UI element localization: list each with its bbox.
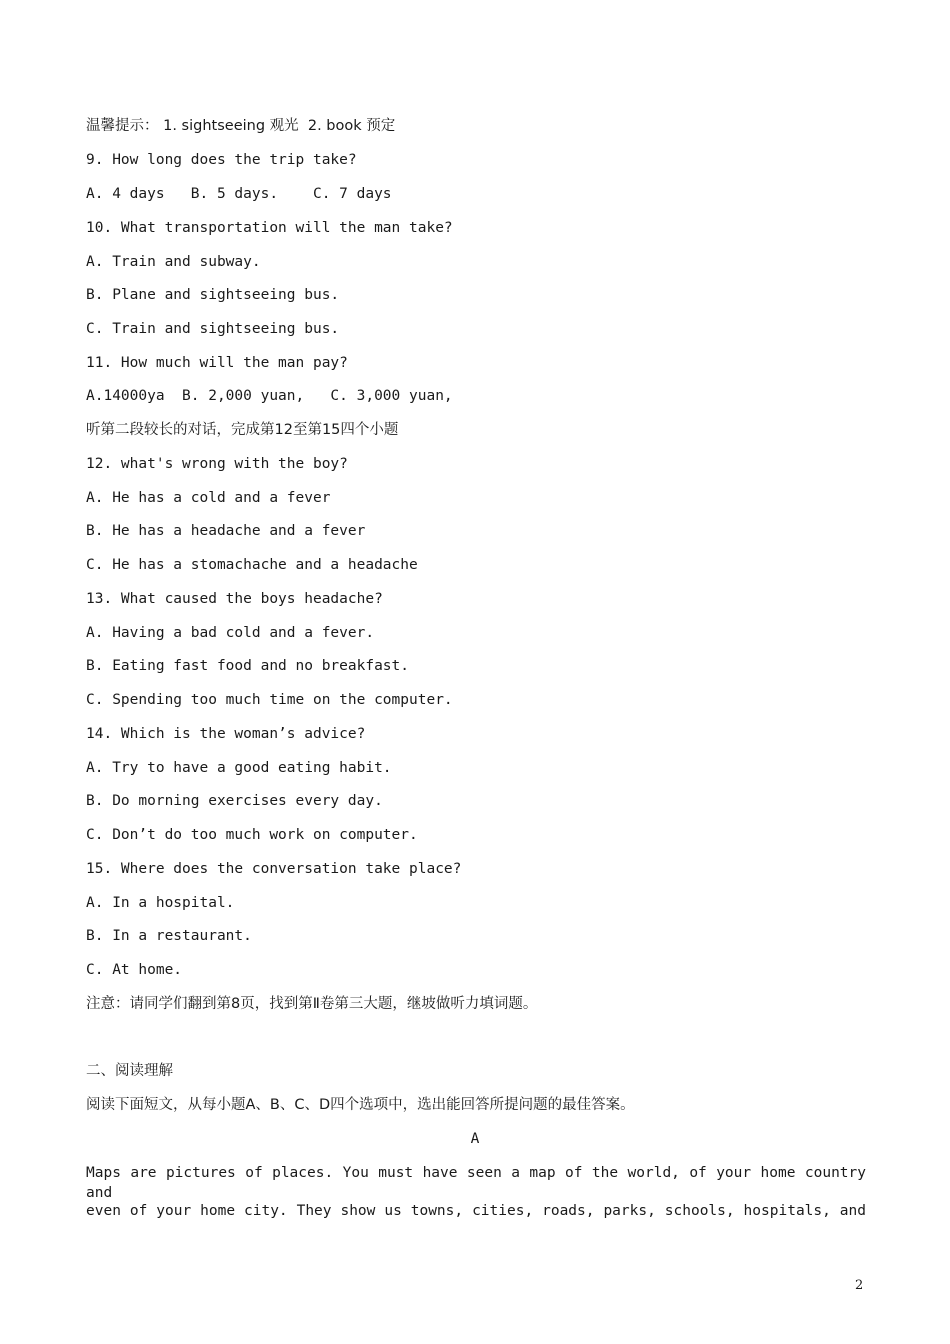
passage-line-2: even of your home city. They show us towns, cities, roads, parks, schools, hospitals, and: [86, 1203, 866, 1219]
question-13-option-b: B. Eating fast food and no breakfast.: [86, 658, 410, 674]
question-10-option-c: C. Train and sightseeing bus.: [86, 321, 340, 337]
question-10-option-a: A. Train and subway.: [86, 254, 261, 270]
question-14-option-b: B. Do morning exercises every day.: [86, 793, 383, 809]
question-14-option-c: C. Don’t do too much work on computer.: [86, 827, 418, 843]
question-9-options: A. 4 days B. 5 days. C. 7 days: [86, 186, 392, 202]
listening-tip: 温馨提示： 1. sightseeing 观光 2. book 预定: [86, 118, 396, 134]
question-12-option-c: C. He has a stomachache and a headache: [86, 557, 418, 573]
question-15-option-c: C. At home.: [86, 962, 183, 978]
question-13-option-a: A. Having a bad cold and a fever.: [86, 625, 375, 641]
passage-label: A: [470, 1131, 480, 1147]
page-number: 2: [855, 1278, 864, 1293]
question-11: 11. How much will the man pay?: [86, 355, 348, 371]
question-11-options: A.14000ya B. 2,000 yuan, C. 3,000 yuan,: [86, 388, 453, 404]
question-14: 14. Which is the woman’s advice?: [86, 726, 366, 742]
question-15-option-a: A. In a hospital.: [86, 895, 235, 911]
section-2-intro: 听第二段较长的对话，完成第12至第15四个小题: [86, 422, 399, 438]
question-12: 12. what's wrong with the boy?: [86, 456, 348, 472]
question-10-option-b: B. Plane and sightseeing bus.: [86, 287, 340, 303]
notice: 注意：请同学们翻到第8页，找到第Ⅱ卷第三大题，继坡做听力填词题。: [86, 996, 538, 1012]
question-13: 13. What caused the boys headache?: [86, 591, 383, 607]
reading-heading: 二、阅读理解: [86, 1063, 173, 1079]
question-14-option-a: A. Try to have a good eating habit.: [86, 760, 392, 776]
passage-line-1: Maps are pictures of places. You must have seen a map of the world, of your home country and: [86, 1165, 866, 1201]
reading-instruction: 阅读下面短文，从每小题A、B、C、D四个选项中，选出能回答所提问题的最佳答案。: [86, 1097, 635, 1113]
question-9: 9. How long does the trip take?: [86, 152, 357, 168]
question-12-option-a: A. He has a cold and a fever: [86, 490, 331, 506]
question-12-option-b: B. He has a headache and a fever: [86, 523, 366, 539]
question-15-option-b: B. In a restaurant.: [86, 928, 252, 944]
question-15: 15. Where does the conversation take place?: [86, 861, 462, 877]
question-13-option-c: C. Spending too much time on the computer.: [86, 692, 453, 708]
question-10: 10. What transportation will the man take?: [86, 220, 453, 236]
